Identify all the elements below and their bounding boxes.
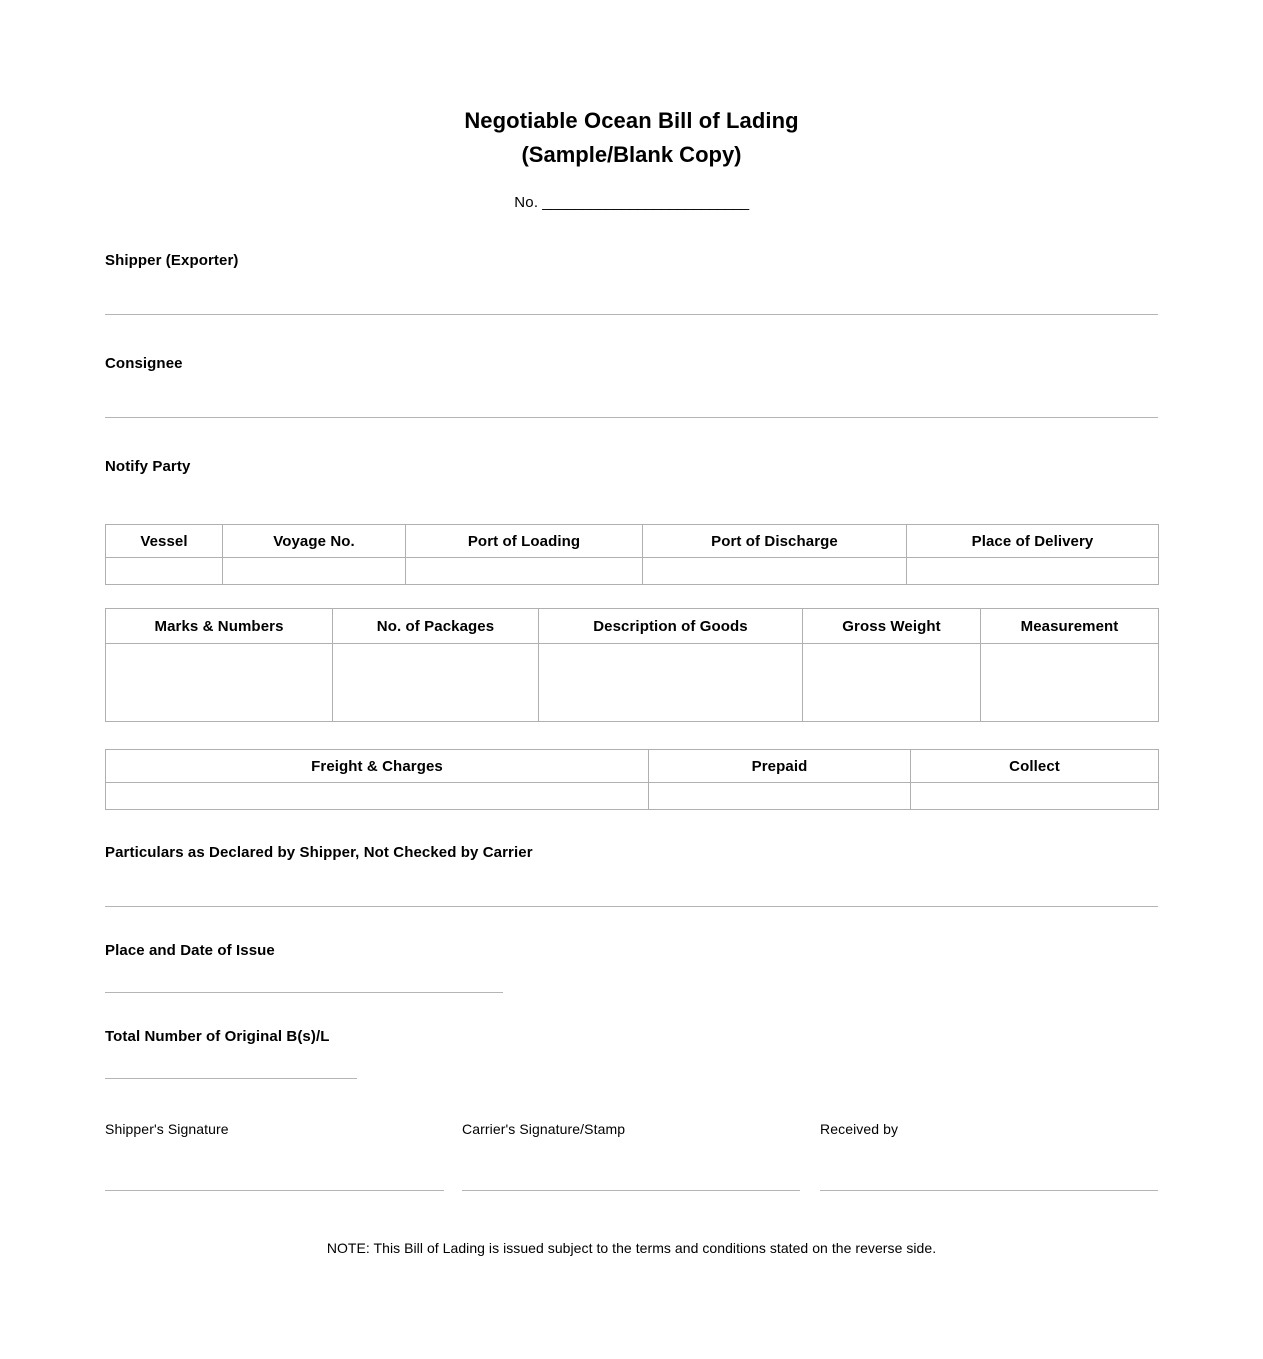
- notify-party-label: Notify Party: [105, 458, 191, 475]
- column-header-voyage-no: Voyage No.: [223, 525, 406, 558]
- column-header-marks-and-numbers: Marks & Numbers: [106, 609, 333, 644]
- particulars-label: Particulars as Declared by Shipper, Not Checked by Carrier: [105, 844, 533, 861]
- table-row: [106, 558, 1159, 585]
- column-header-port-of-discharge: Port of Discharge: [643, 525, 907, 558]
- place-and-date-of-issue-rule: [105, 992, 503, 993]
- column-header-prepaid: Prepaid: [649, 750, 911, 783]
- particulars-field[interactable]: [105, 843, 1158, 863]
- cell-port-of-loading[interactable]: [406, 558, 643, 585]
- table-header-row: [106, 609, 1159, 644]
- total-original-bls-rule: [105, 1078, 357, 1079]
- page-subtitle: (Sample/Blank Copy): [521, 142, 742, 167]
- footer-note: NOTE: This Bill of Lading is issued subject to the terms and conditions stated on the reverse side.: [326, 1240, 937, 1256]
- carrier-signature-block[interactable]: [462, 1120, 625, 1139]
- cell-no-of-packages[interactable]: [333, 644, 539, 722]
- document-number-field[interactable]: __________________________: [542, 194, 749, 211]
- cell-freight-and-charges[interactable]: [106, 783, 649, 810]
- cell-marks-and-numbers[interactable]: [106, 644, 333, 722]
- total-original-bls-label: Total Number of Original B(s)/L: [105, 1028, 330, 1045]
- column-header-port-of-loading: Port of Loading: [406, 525, 643, 558]
- particulars-rule: [105, 906, 1158, 907]
- shipper-rule: [105, 314, 1158, 315]
- consignee-label: Consignee: [105, 355, 183, 372]
- total-original-bls-field[interactable]: [105, 1027, 1158, 1047]
- received-by-label: Received by: [820, 1121, 899, 1137]
- cell-port-of-discharge[interactable]: [643, 558, 907, 585]
- place-and-date-of-issue-field[interactable]: [105, 941, 1158, 961]
- carrier-signature-rule: [462, 1190, 800, 1191]
- table-row: [106, 644, 1159, 722]
- shipper-signature-block[interactable]: [105, 1120, 229, 1139]
- title-block: [0, 104, 1263, 172]
- shipper-label: Shipper (Exporter): [105, 252, 239, 269]
- received-by-block[interactable]: [820, 1120, 898, 1139]
- shipper-signature-label: Shipper's Signature: [105, 1121, 229, 1137]
- column-header-place-of-delivery: Place of Delivery: [907, 525, 1159, 558]
- cell-voyage-no[interactable]: [223, 558, 406, 585]
- cell-collect[interactable]: [911, 783, 1159, 810]
- cell-prepaid[interactable]: [649, 783, 911, 810]
- freight-table: [105, 749, 1159, 810]
- column-header-measurement: Measurement: [981, 609, 1159, 644]
- carrier-signature-label: Carrier's Signature/Stamp: [462, 1121, 626, 1137]
- cell-place-of-delivery[interactable]: [907, 558, 1159, 585]
- notify-party-field[interactable]: [105, 457, 1158, 477]
- column-header-description-of-goods: Description of Goods: [539, 609, 803, 644]
- received-by-rule: [820, 1190, 1158, 1191]
- consignee-rule: [105, 417, 1158, 418]
- table-header-row: [106, 525, 1159, 558]
- cell-measurement[interactable]: [981, 644, 1159, 722]
- column-header-collect: Collect: [911, 750, 1159, 783]
- column-header-vessel: Vessel: [106, 525, 223, 558]
- column-header-freight-and-charges: Freight & Charges: [106, 750, 649, 783]
- place-and-date-of-issue-label: Place and Date of Issue: [105, 942, 275, 959]
- table-header-row: [106, 750, 1159, 783]
- consignee-field[interactable]: [105, 354, 1158, 374]
- voyage-table: [105, 524, 1159, 585]
- cargo-table: [105, 608, 1159, 722]
- cell-vessel[interactable]: [106, 558, 223, 585]
- document-number-label: No.: [514, 194, 539, 211]
- shipper-field[interactable]: [105, 251, 1158, 271]
- cell-gross-weight[interactable]: [803, 644, 981, 722]
- page-title: Negotiable Ocean Bill of Lading: [464, 108, 799, 133]
- table-row: [106, 783, 1159, 810]
- document-number-row: [0, 192, 1263, 214]
- cell-description-of-goods[interactable]: [539, 644, 803, 722]
- column-header-gross-weight: Gross Weight: [803, 609, 981, 644]
- column-header-no-of-packages: No. of Packages: [333, 609, 539, 644]
- shipper-signature-rule: [105, 1190, 444, 1191]
